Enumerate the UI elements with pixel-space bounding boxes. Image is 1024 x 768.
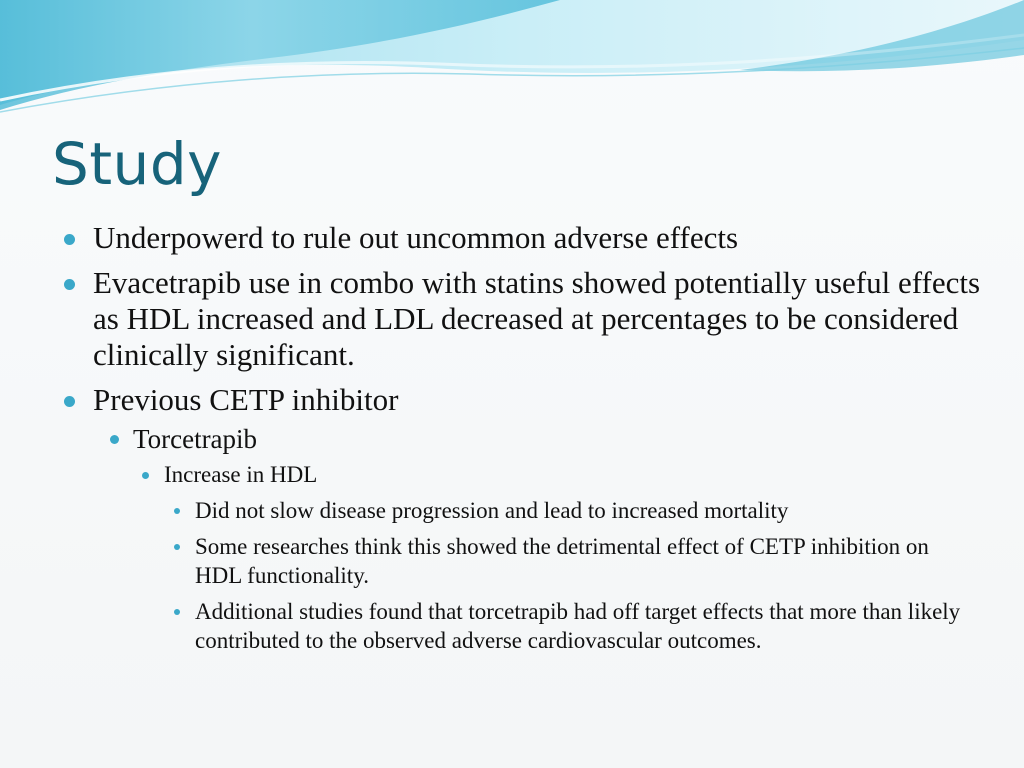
bullet-text: Increase in HDL [164,462,318,487]
bullet-text: Did not slow disease progression and lead to increased mortality [195,498,789,523]
bullet-text: Underpowerd to rule out uncommon adverse effects [93,220,739,255]
bullet-dot-icon [174,544,180,550]
sub-bullet-item [60,597,965,655]
bullet-item [60,220,980,256]
sub-bullet-item [60,423,980,455]
bullet-dot-icon [142,472,149,479]
bullet-dot-icon [174,609,180,615]
slide-title: Study [52,130,222,198]
bullet-dot-icon [64,279,75,290]
sub-bullet-item [60,461,980,489]
bullet-list [60,220,980,662]
bullet-text: Some researches think this showed the detrimental effect of CETP inhibition on HDL functionality. [195,534,929,588]
bullet-dot-icon [64,234,75,245]
sub-bullet-item [60,496,965,525]
bullet-item [60,265,980,373]
bullet-dot-icon [110,435,119,444]
bullet-text: Evacetrapib use in combo with statins showed potentially useful effects as HDL increased and LDL decreased at percentages to be considered clinically significant. [93,265,981,372]
bullet-text: Previous CETP inhibitor [93,382,399,417]
bullet-text: Torcetrapib [133,424,258,454]
bullet-text: Additional studies found that torcetrapib had off target effects that more than likely contributed to the observed adverse cardiovascular outcomes. [195,599,961,653]
bullet-dot-icon [174,508,180,514]
bullet-dot-icon [64,396,75,407]
bullet-item [60,382,980,418]
sub-bullet-item [60,532,965,590]
header-wave-decoration [0,0,1024,130]
